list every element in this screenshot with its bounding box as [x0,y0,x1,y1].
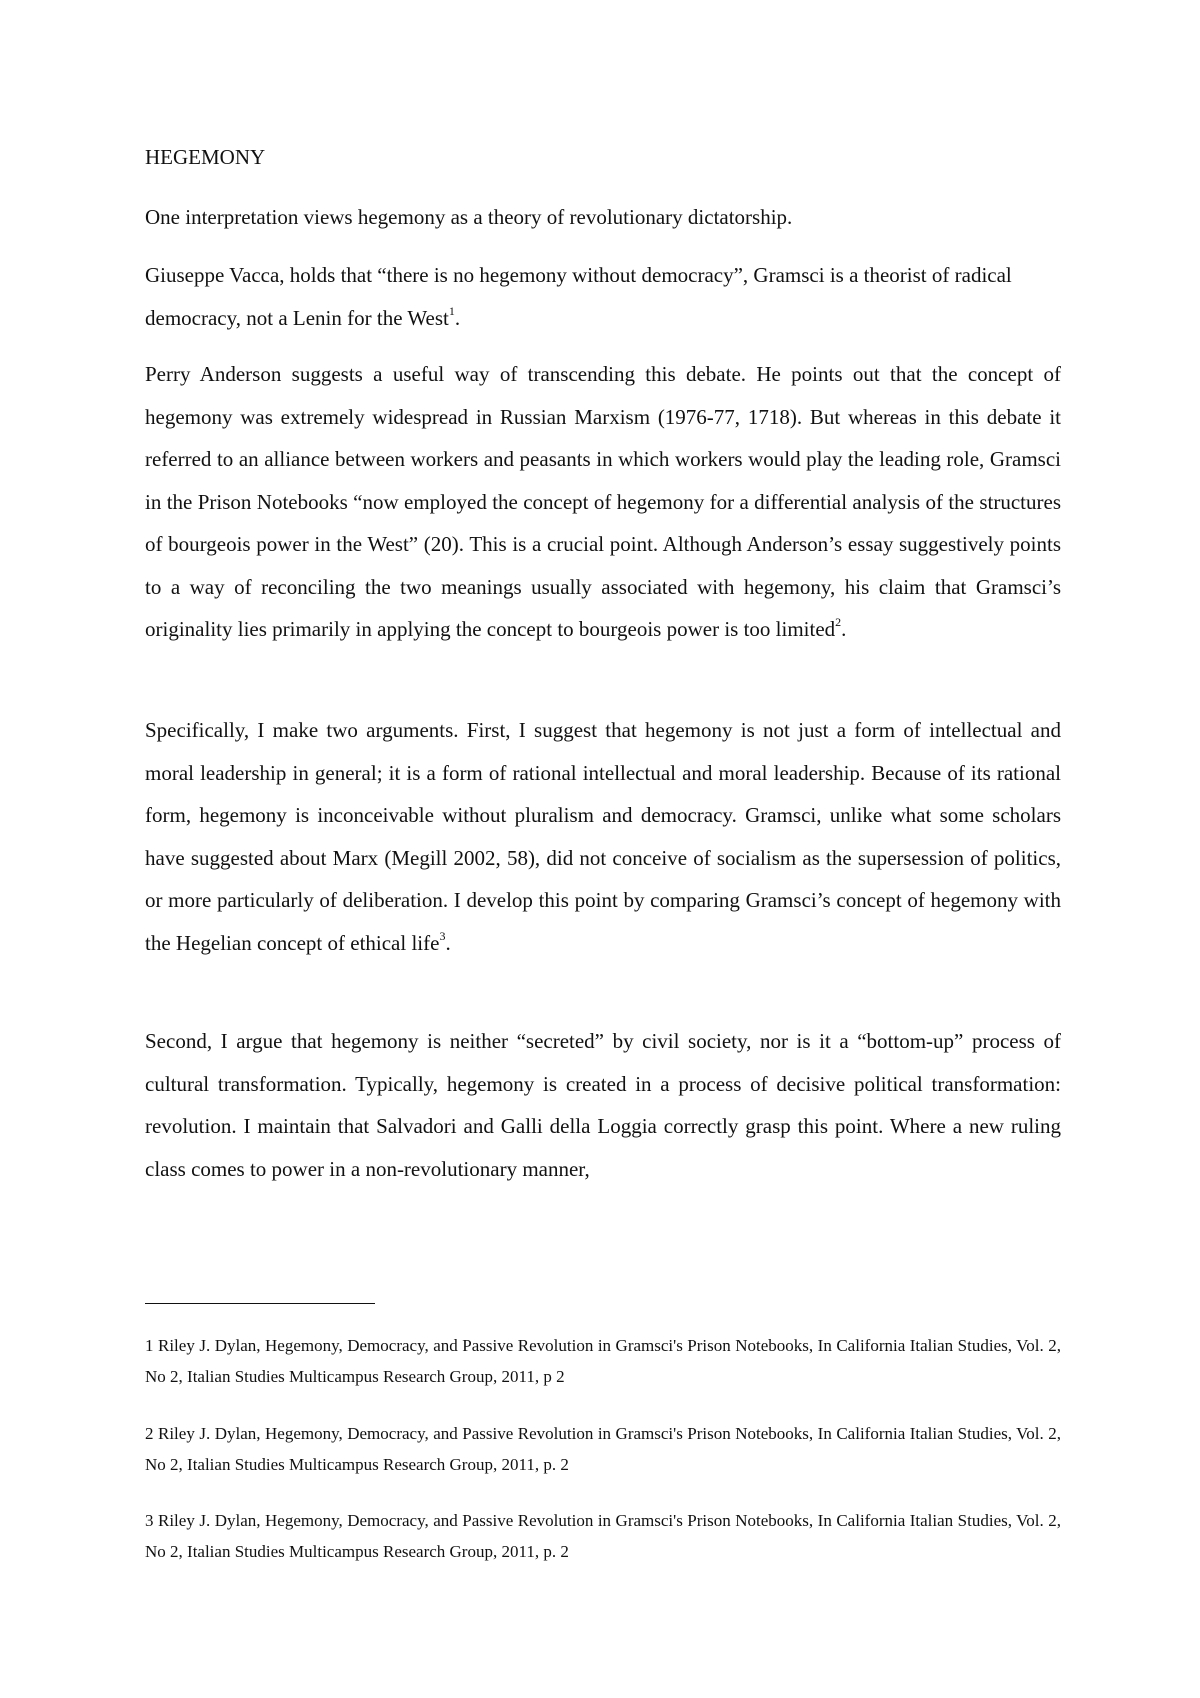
footnote-divider [145,1303,375,1304]
paragraph-2 [145,254,1061,339]
paragraph-3-text: Perry Anderson suggests a useful way of transcending this debate. He points out that the concept of hegemony was extremely widespread in Russian Marxism (1976-77, 1718). But whereas in this debate it referred to an alliance between workers and peasants in which workers would play the leading role, Gramsci in the Prison Notebooks “now employed the concept of hegemony for a differential analysis of the structures of bourgeois power in the West” (20). This is a crucial point. Although Anderson’s essay suggestively points to a way of reconciling the two meanings usually associated with hegemony, his claim that Gramsci’s originality lies primarily in applying the concept to bourgeois power is too limited [145,362,1061,641]
footnote-ref-2[interactable]: 2 [835,615,842,629]
page-title: HEGEMONY [145,145,266,169]
footnote-2: 2 Riley J. Dylan, Hegemony, Democracy, and Passive Revolution in Gramsci's Prison Notebooks, In California Italian Studies, Vol. 2, No 2, Italian Studies Multicampus Research Group, 2011, p. 2 [145,1424,1061,1474]
paragraph-4-end: . [445,930,451,955]
paragraph-3 [145,353,1061,651]
paragraph-3-end: . [841,617,847,641]
paragraph-1: One interpretation views hegemony as a theory of revolutionary dictatorship. [145,205,793,229]
paragraph-2-text: Giuseppe Vacca, holds that “there is no hegemony without democracy”, Gramsci is a theorist of radical democracy, not a Lenin for the West [145,263,1012,330]
paragraph-2-end: . [454,305,461,330]
footnote-1: 1 Riley J. Dylan, Hegemony, Democracy, and Passive Revolution in Gramsci's Prison Notebooks, In California Italian Studies, Vol. 2, No 2, Italian Studies Multicampus Research Group, 2011, p 2 [145,1336,1061,1386]
paragraph-4 [145,709,1061,964]
footnote-ref-3[interactable]: 3 [439,928,446,943]
paragraph-4-text: Specifically, I make two arguments. First, I suggest that hegemony is not just a form of intellectual and moral leadership in general; it is a form of rational intellectual and moral leadership. Because of its rational form, hegemony is inconceivable without pluralism and democracy. Gramsci, unlike what some scholars have suggested about Marx (Megill 2002, 58), did not conceive of socialism as the supersession of politics, or more particularly of deliberation. I develop this point by comparing Gramsci’s concept of hegemony with the Hegelian concept of ethical life [145,718,1061,955]
paragraph-5: Second, I argue that hegemony is neither “secreted” by civil society, nor is it a “bottom-up” process of cultural transformation. Typically, hegemony is created in a process of decisive political transformation: revolution. I maintain that Salvadori and Galli della Loggia correctly grasp this point. Where a new ruling class comes to power in a non-revolutionary manner, [145,1029,1061,1181]
footnote-3: 3 Riley J. Dylan, Hegemony, Democracy, and Passive Revolution in Gramsci's Prison Notebooks, In California Italian Studies, Vol. 2, No 2, Italian Studies Multicampus Research Group, 2011, p. 2 [145,1511,1061,1561]
footnote-ref-1[interactable]: 1 [448,303,455,318]
